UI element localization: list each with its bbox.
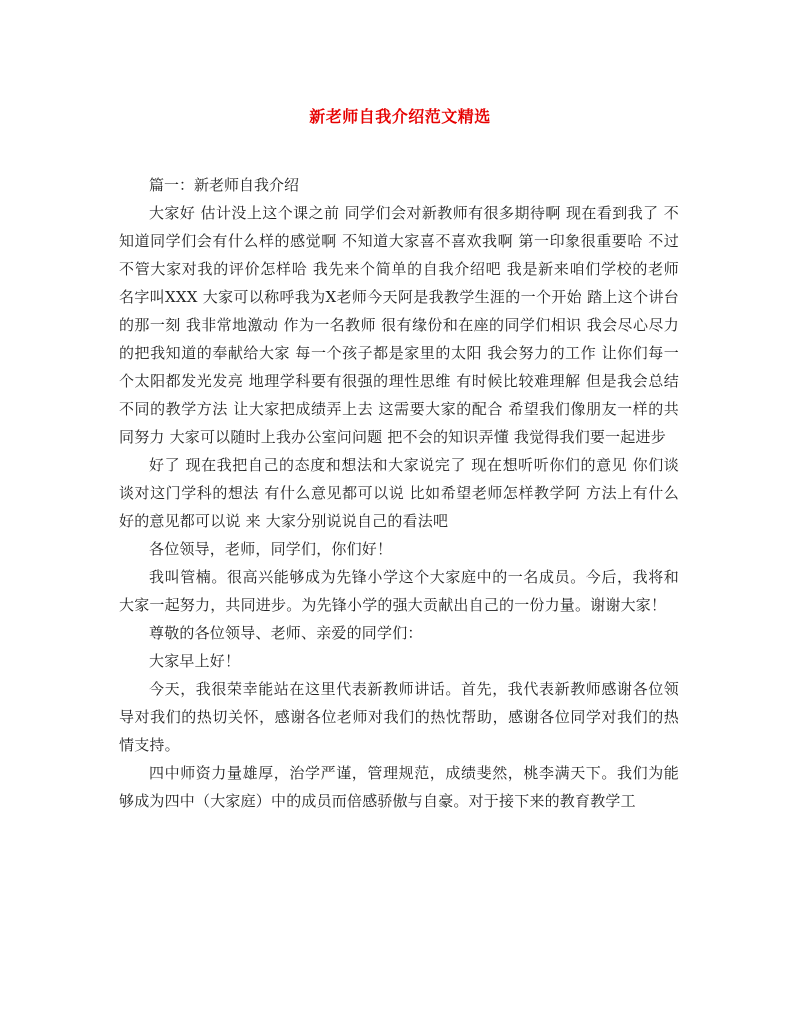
paragraph-2: 好了 现在我把自己的态度和想法和大家说完了 现在想听听你们的意见 你们谈谈对这门学科的想法 有什么意见都可以说 比如希望老师怎样教学阿 方法上有什么好的意见都可以说 来 大家分别说说自己的看法吧 bbox=[119, 456, 679, 530]
document-body bbox=[119, 171, 679, 815]
paragraph-4: 我叫管楠。很高兴能够成为先锋小学这个大家庭中的一名成员。今后，我将和大家一起努力，共同进步。为先锋小学的强大贡献出自己的一份力量。谢谢大家！ bbox=[119, 568, 679, 614]
section-heading: 篇一：新老师自我介绍 bbox=[149, 176, 300, 194]
paragraph-8: 四中师资力量雄厚，治学严谨，管理规范，成绩斐然，桃李满天下。我们为能够成为四中（大家庭）中的成员而倍感骄傲与自豪。对于接下来的教育教学工 bbox=[119, 764, 679, 810]
document-title: 新老师自我介绍范文精选 bbox=[309, 107, 491, 126]
paragraph-7: 今天，我很荣幸能站在这里代表新教师讲话。首先，我代表新教师感谢各位领导对我们的热切关怀，感谢各位老师对我们的热忱帮助，感谢各位同学对我们的热情支持。 bbox=[119, 680, 679, 754]
paragraph-1: 大家好 估计没上这个课之前 同学们会对新教师有很多期待啊 现在看到我了 不知道同学们会有什么样的感觉啊 不知道大家喜不喜欢我啊 第一印象很重要哈 不过不管大家对我的评价怎样哈 我先来个简单的自我介绍吧 我是新来咱们学校的老师 名字叫XXX 大家可以称呼我为X老师今天阿是我教学生涯的一个开始 踏上这个讲台的那一刻 我非常地激动 作为一名教师 很有缘份和在座的同学们相识 我会尽心尽力的把我知道的奉献给大家 每一个孩子都是家里的太阳 我会努力的工作 让你们每一个太阳都发光发亮 地理学科要有很强的理性思维 有时候比较难理解 但是我会总结不同的教学方法 让大家把成绩弄上去 这需要大家的配合 希望我们像朋友一样的共同努力 大家可以随时上我办公室问问题 把不会的知识弄懂 我觉得我们要一起进步 bbox=[119, 204, 679, 446]
paragraph-5: 尊敬的各位领导、老师、亲爱的同学们： bbox=[149, 624, 423, 642]
paragraph-6: 大家早上好！ bbox=[149, 652, 241, 670]
paragraph-3: 各位领导，老师，同学们，你们好！ bbox=[149, 540, 393, 558]
